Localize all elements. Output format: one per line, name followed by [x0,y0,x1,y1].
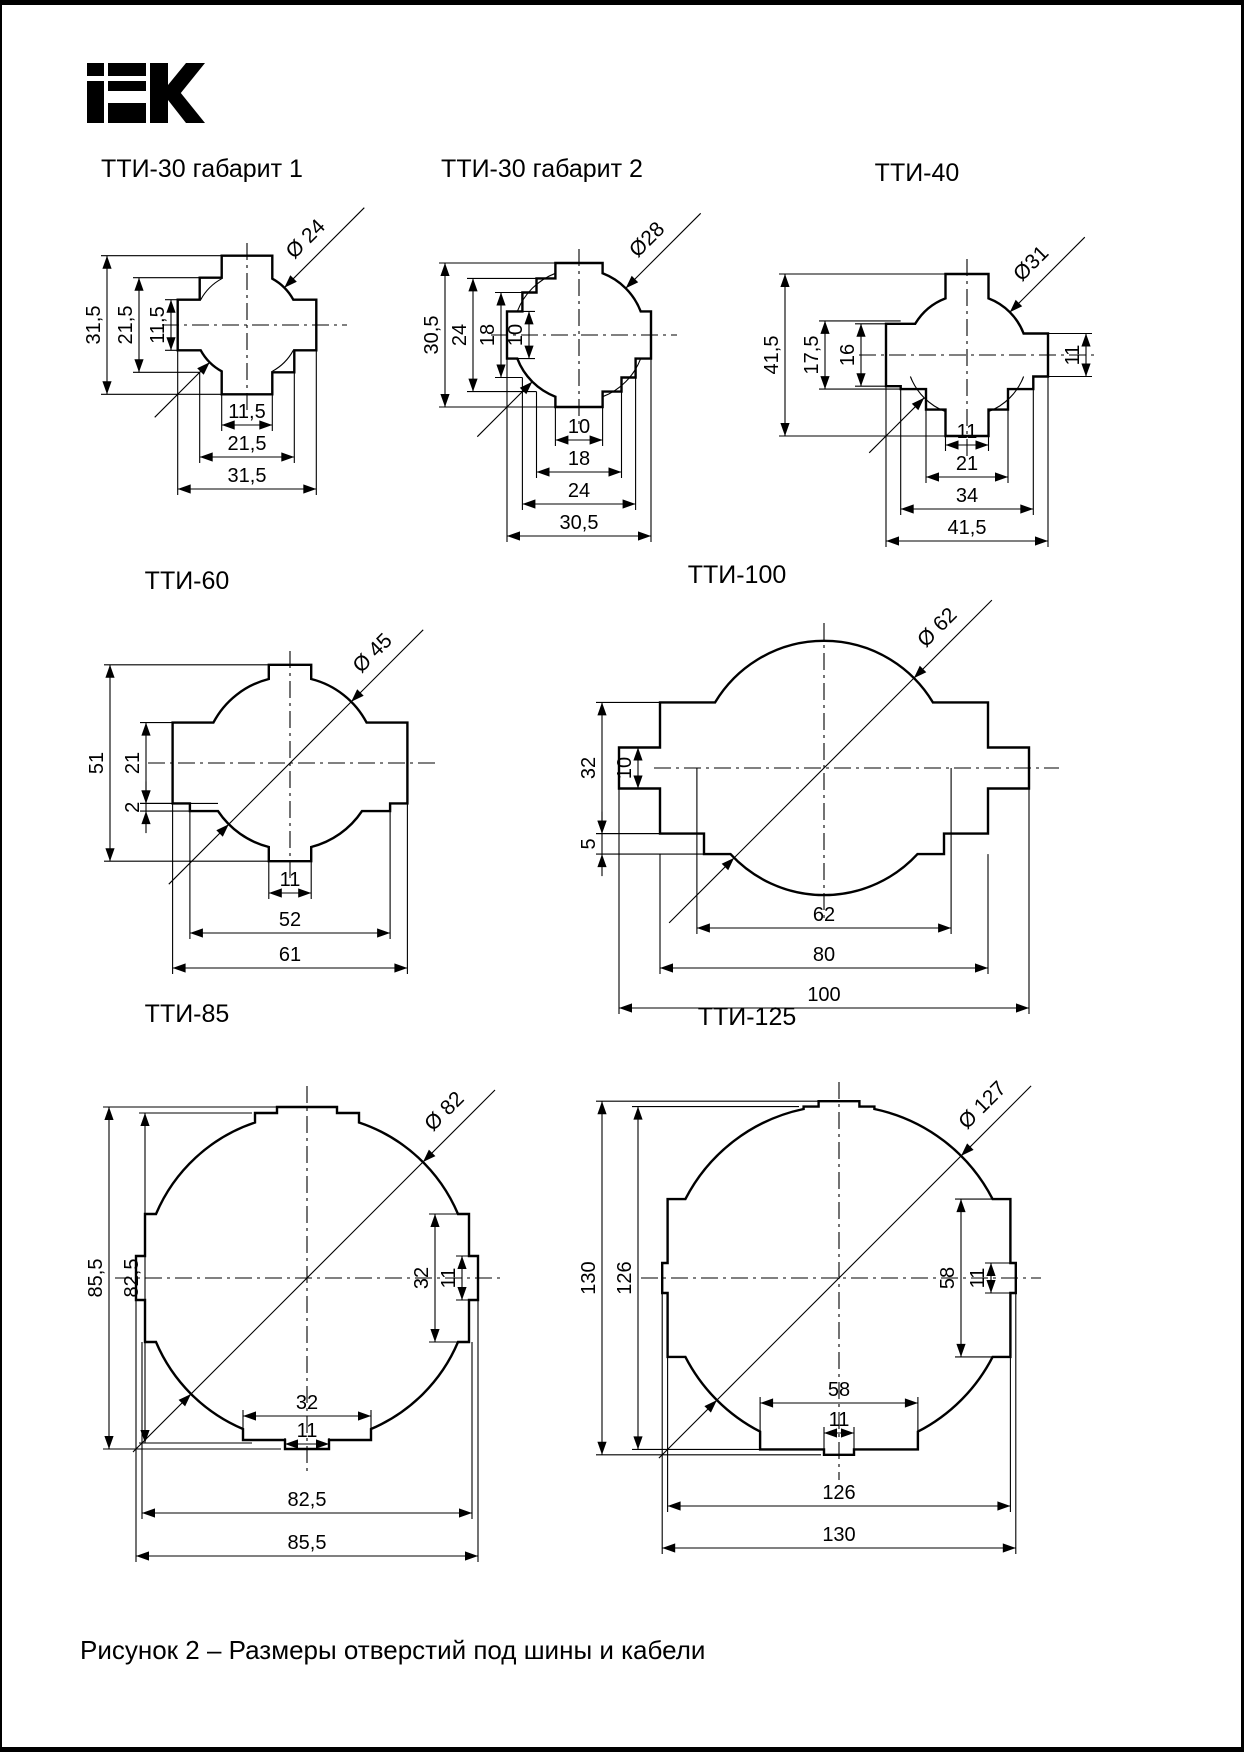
svg-text:52: 52 [278,909,302,931]
svg-text:130: 130 [578,1261,600,1295]
svg-text:11: 11 [956,421,978,443]
svg-text:85,5: 85,5 [287,1532,327,1554]
svg-text:2: 2 [122,801,144,813]
svg-text:11: 11 [1062,344,1084,366]
svg-text:30,5: 30,5 [421,315,443,355]
svg-text:82,5: 82,5 [121,1258,143,1298]
drawing-canvas-tti100 [552,593,1092,1043]
svg-text:32: 32 [295,1392,319,1414]
svg-text:58: 58 [937,1266,959,1290]
svg-text:17,5: 17,5 [801,335,823,375]
drawing-title-tti30-1: ТТИ-30 габарит 1 [101,155,303,183]
svg-text:18: 18 [477,323,499,347]
drawing-title-tti40: ТТИ-40 [874,159,960,187]
svg-text:5: 5 [578,838,600,850]
svg-text:34: 34 [955,485,979,507]
svg-text:18: 18 [567,448,591,470]
svg-text:58: 58 [827,1379,851,1401]
svg-text:21,5: 21,5 [227,433,267,455]
svg-text:24: 24 [567,480,591,502]
svg-text:41,5: 41,5 [761,335,783,375]
svg-text:126: 126 [822,1482,856,1504]
drawing-canvas-tti85 [67,1033,532,1618]
svg-text:Ø28: Ø28 [624,217,670,262]
svg-text:51: 51 [86,751,108,775]
svg-text:16: 16 [837,343,859,367]
svg-text:11: 11 [279,869,301,891]
svg-text:21: 21 [122,751,144,775]
svg-text:11: 11 [438,1267,460,1289]
svg-text:62: 62 [812,904,836,926]
svg-text:10: 10 [614,756,636,780]
svg-text:126: 126 [614,1261,636,1295]
svg-text:Ø 82: Ø 82 [420,1087,469,1136]
svg-text:Ø31: Ø31 [1009,241,1054,286]
svg-text:31,5: 31,5 [83,305,105,345]
drawing-title-tti30-2: ТТИ-30 габарит 2 [441,155,643,183]
drawing-canvas-tti40 [737,195,1207,595]
svg-text:Ø 45: Ø 45 [348,628,397,678]
svg-text:24: 24 [449,323,471,347]
svg-text:11,5: 11,5 [228,401,266,423]
svg-text:85,5: 85,5 [85,1258,107,1298]
drawing-canvas-tti60 [62,595,507,995]
drawing-title-tti60: ТТИ-60 [144,567,230,595]
svg-text:41,5: 41,5 [947,517,987,539]
svg-text:32: 32 [411,1266,433,1290]
iek-logo [87,62,205,124]
svg-text:Ø 24: Ø 24 [281,214,330,264]
svg-text:11,5: 11,5 [147,306,169,344]
drawing-canvas-tti30-2 [407,195,742,590]
svg-text:11: 11 [828,1409,850,1431]
drawing-canvas-tti125 [554,1033,1126,1618]
svg-text:80: 80 [812,944,836,966]
svg-text:21: 21 [955,453,979,475]
drawing-title-tti100: ТТИ-100 [687,561,787,589]
svg-text:100: 100 [807,984,841,1006]
svg-text:32: 32 [578,756,600,780]
figure-caption: Рисунок 2 – Размеры отверстий под шины и кабели [80,1635,706,1665]
svg-text:61: 61 [278,944,302,966]
svg-text:10: 10 [567,416,591,438]
drawing-canvas-tti30-1 [62,195,402,545]
svg-text:Ø 62: Ø 62 [913,603,962,652]
svg-text:31,5: 31,5 [227,465,267,487]
svg-text:11: 11 [296,1420,318,1442]
drawing-title-tti85: ТТИ-85 [144,1000,230,1028]
svg-text:11: 11 [967,1267,989,1289]
svg-text:Ø 127: Ø 127 [954,1076,1011,1134]
svg-text:10: 10 [505,323,527,347]
svg-text:21,5: 21,5 [115,305,137,345]
svg-text:82,5: 82,5 [287,1489,327,1511]
svg-text:30,5: 30,5 [559,512,599,534]
drawing-title-tti125: ТТИ-125 [697,1003,797,1031]
svg-text:130: 130 [822,1524,856,1546]
